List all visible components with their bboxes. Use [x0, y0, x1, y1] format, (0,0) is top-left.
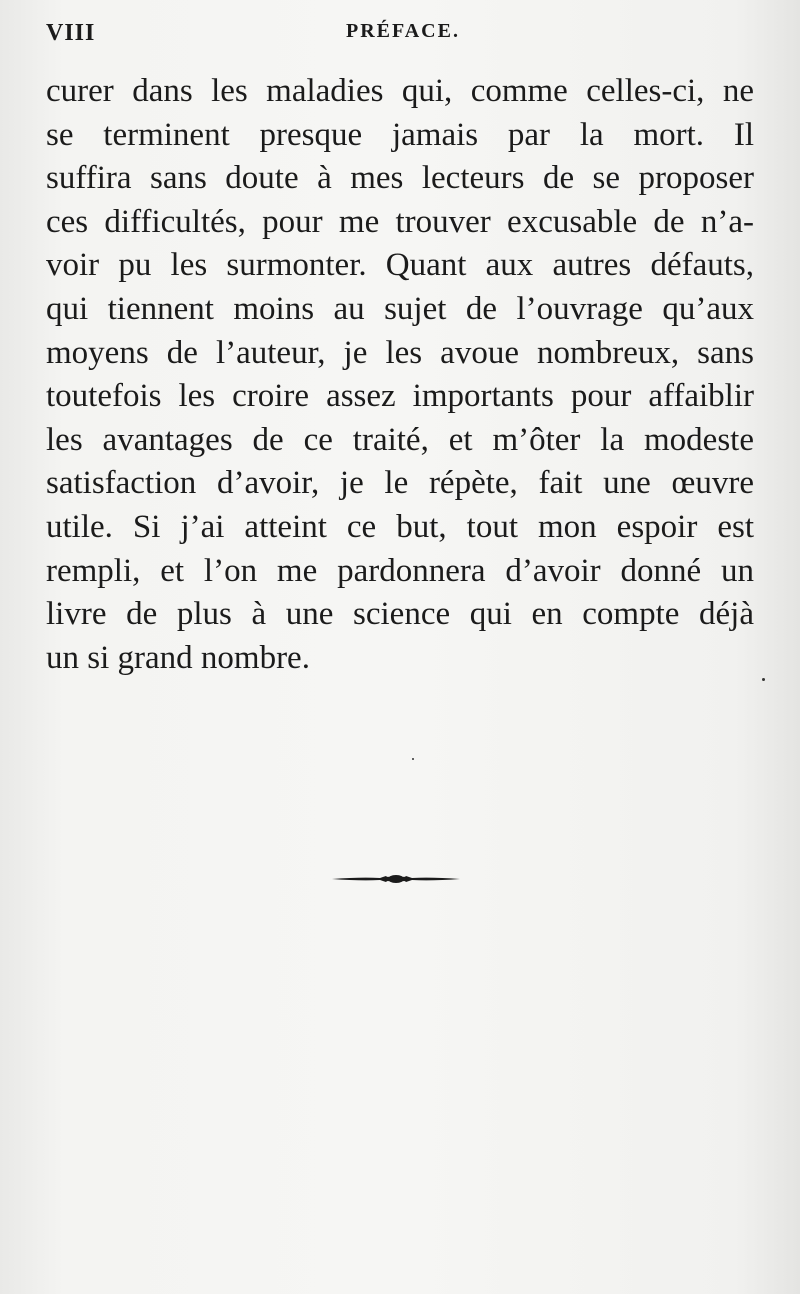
text-line: qui tiennent moins au sujet de l’ouvrage qu’aux: [46, 290, 754, 327]
text-line: ces difficultés, pour me trouver excusable de n’a-: [46, 203, 754, 240]
text-line: toutefois les croire assez importants pour affaiblir: [46, 378, 754, 415]
text-line: livre de plus à une science qui en compte déjà: [46, 596, 754, 633]
text-line: suffira sans doute à mes lecteurs de se proposer: [46, 160, 754, 197]
text-line: rempli, et l’on me pardonnera d’avoir donné un: [46, 552, 754, 589]
body-text: [46, 70, 754, 680]
page-header: [46, 20, 756, 56]
text-line: utile. Si j’ai atteint ce but, tout mon espoir est: [46, 508, 754, 545]
text-line: satisfaction d’avoir, je le répète, fait une œuvre: [46, 465, 754, 502]
text-line: moyens de l’auteur, je les avoue nombreux, sans: [46, 334, 754, 371]
fleuron-rule-icon: [330, 868, 462, 890]
text-line: les avantages de ce traité, et m’ôter la modeste: [46, 421, 754, 458]
running-title: PRÉFACE.: [346, 20, 460, 42]
ink-speck: [762, 678, 765, 681]
text-line: se terminent presque jamais par la mort. Il: [46, 116, 754, 153]
text-line: voir pu les surmonter. Quant aux autres défauts,: [46, 247, 754, 284]
text-line: un si grand nombre.: [46, 639, 310, 676]
ink-speck: [412, 758, 414, 760]
text-line: curer dans les maladies qui, comme celles-ci, ne: [46, 73, 754, 109]
page-number: VIII: [46, 20, 96, 46]
